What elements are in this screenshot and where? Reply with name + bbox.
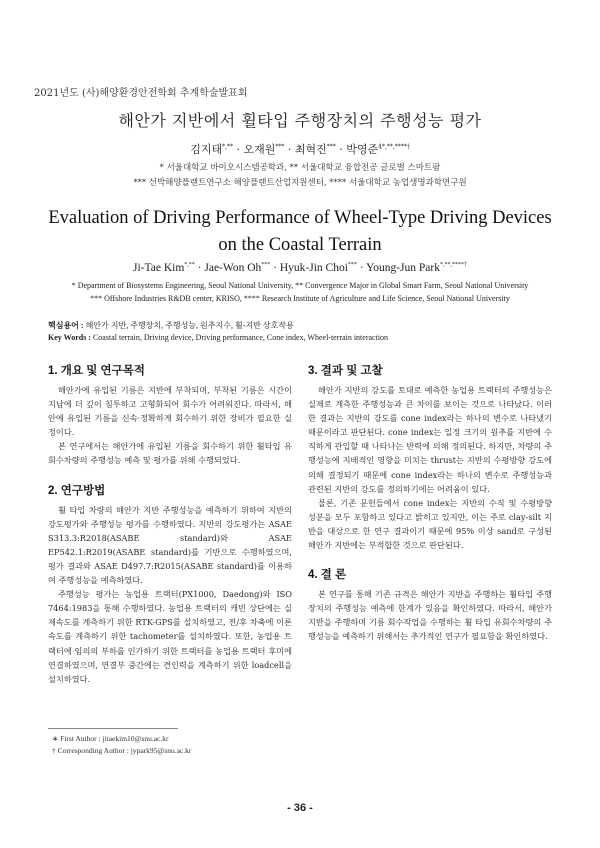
section-1-paragraph-1: 해안가에 유입된 기름은 지반에 부착되며, 부착된 기름은 시간이 지남에 더 깊이 침투하고 고형화되어 회수가 어려워진다. 따라서, 해안에 유입된 기름을 신속·정확하게 회수하기 위한 장비가 필요한 실정이다.: [48, 385, 292, 438]
author-name: 김지태: [190, 143, 223, 156]
author-name: Young-Jun Park: [366, 262, 440, 274]
right-column: [308, 362, 552, 644]
author-separator: ·: [284, 143, 295, 156]
author-affil-mark: *,**: [184, 262, 195, 269]
english-title-line-1: Evaluation of Driving Performance of Wheel-Type Driving Devices: [48, 208, 552, 228]
section-1-heading: 1. 개요 및 연구목적: [48, 365, 145, 377]
english-keywords: [48, 333, 388, 342]
korean-keywords-label: 핵심용어 :: [48, 321, 84, 330]
page-number: - 36 -: [287, 802, 313, 814]
author-name: Hyuk-Jin Choi: [279, 262, 348, 274]
conference-header: 2021년도 (사)해양환경안전학회 추계학술발표회: [34, 88, 248, 99]
author-name: 최혁진: [294, 143, 327, 156]
english-title: [0, 205, 600, 259]
english-keywords-text: Coastal terrain, Driving device, Driving performance, Cone index, Wheel-terrain interaction: [90, 333, 389, 342]
english-title-line-2: on the Coastal Terrain: [218, 235, 382, 255]
korean-keywords: [48, 320, 294, 331]
author-name: Ji-Tae Kim: [133, 262, 185, 274]
author-affil-mark: *,**,****†: [439, 262, 467, 269]
section-3-paragraph-2: 물론, 기존 문헌들에서 cone index는 지반의 수직 및 수평방향 성분을 모두 포함하고 있다고 밝히고 있지만, 이는 주로 clay-silt 지반을 대상으로 한 연구 결과이기 때문에 95% 이상 sand로 구성된 해안가 지반에는 부적합한 것으로 판단된다.: [308, 497, 552, 551]
author-name: 오재원: [243, 143, 276, 156]
footnote-corresponding-author: † Corresponding Author : jypark95@snu.ac.kr: [52, 746, 192, 755]
author-separator: ·: [356, 262, 367, 274]
section-2-paragraph-1: 휠 타입 차량의 해안가 지반 주행성능을 예측하기 위하여 지반의 강도평가와 주행성능 평가를 수행하였다. 지반의 강도평가는 ASAE S313.3:R2018(ASABE standard)와 ASAE EP542.1:R2019(ASABE standard)를 기반으로 수행하였으며, 평가 결과와 ASAE D497.7:R2015(ASABE standard)를 이용하여 주행성능을 예측하였다.: [48, 504, 292, 586]
author-affil-mark: ***: [326, 143, 336, 151]
author-affil-mark: 4*,**,****†: [378, 143, 410, 151]
author-separator: ·: [233, 143, 244, 156]
author-name: 박영준: [346, 143, 379, 156]
section-1-paragraph-2: 본 연구에서는 해안가에 유입된 기름을 회수하기 위한 휠타입 유회수차량의 주행성능 예측 및 평가를 위해 수행되었다.: [48, 441, 292, 466]
korean-authors: [0, 141, 600, 157]
korean-keywords-text: 해안가 지반, 주행장치, 주행성능, 원추지수, 휠-지반 상호작용: [83, 321, 294, 330]
footnote-first-author: ∗ First Author : jitaekim10@snu.ac.kr: [52, 734, 169, 743]
author-separator: ·: [270, 262, 280, 274]
english-authors: [0, 262, 600, 274]
english-affiliation-2: *** Offshore Industries R&DB center, KRISO, **** Research Institute of Agriculture and Life Science, Seoul National University: [90, 294, 510, 303]
author-affil-mark: ***: [261, 262, 271, 269]
section-4-heading: 4. 결 론: [308, 569, 347, 582]
section-3-heading: 3. 결과 및 고찰: [308, 365, 383, 377]
korean-affiliation-1: * 서울대학교 바이오시스템공학과, ** 서울대학교 융합전공 글로벌 스마트팜: [159, 163, 441, 173]
section-2-paragraph-2: 주행성능 평가는 농업용 트랙터(PX1000, Daedong)와 ISO 7464:1983을 통해 수행하였다. 농업용 트랙터의 캐빈 상단에는 실제속도를 계측하기 위한 RTK-GPS를 설치하였고, 전/후 차축에 이론속도를 계측하기 위한 tachometer를 설치하였다. 또한, 농업용 트랙터에 임의의 부하를 인가하기 위한 트랙터를 농업용 트랙터 후미에 연결하였으며, 연결부 중간에는 견인력을 계측하기 위한 loadcell을 설치하였다.: [48, 589, 292, 684]
author-name: Jae-Won Oh: [204, 262, 262, 274]
english-affiliation-1: * Department of Biosystems Engineering, Seoul National University, ** Convergence Major in Global Smart Farm, Seoul National University: [71, 281, 529, 290]
section-3-paragraph-1: 해안가 지반의 강도를 토대로 예측한 농업용 트랙터의 주행성능은 실제로 계측한 주행성능과 큰 차이를 보이는 것으로 나타났다. 이러한 결과는 지반의 강도를 cone index라는 하나의 변수로 나타냈기 때문이라고 판단된다. cone index는 일정 크기의 원추를 지반에 수직하게 관입할 때 나타나는 반력에 의해 정의된다. 하지만, 차량의 주행성능에 지배적인 영향을 미치는 thrust는 지반의 수평방향 강도에 의해 결정되기 때문에 cone index라는 하나의 변수로 주행성능과 관련된 지반의 강도를 정의하기에는 어려움이 있다.: [308, 385, 552, 494]
section-4-paragraph-1: 본 연구를 통해 기존 규격은 해안가 지반을 주행하는 휠타입 주행장치의 주행성능 예측에 한계가 있음을 확인하였다. 따라서, 해안가 지반을 주행하며 기름 회수작업을 수행하는 휠 타입 유회수차량의 주행성능을 예측하기 위해서는 추가적인 연구가 필요함을 확인하였다.: [308, 589, 552, 642]
author-separator: ·: [335, 143, 347, 156]
korean-title: 해안가 지반에서 휠타입 주행장치의 주행성능 평가: [118, 111, 482, 130]
author-affil-mark: ***: [347, 262, 357, 269]
korean-affiliation-2: *** 선박해양플랜트연구소 해양플랜트산업지원센터, **** 서울대학교 농업생명과학연구원: [133, 178, 467, 188]
author-affil-mark: ***: [275, 143, 285, 151]
author-separator: ·: [194, 262, 205, 274]
footnote-divider: [48, 728, 178, 729]
author-affil-mark: *,**: [222, 143, 233, 151]
left-column: [48, 362, 292, 686]
section-2-heading: 2. 연구방법: [48, 484, 106, 497]
english-keywords-label: Key Words :: [48, 333, 91, 342]
